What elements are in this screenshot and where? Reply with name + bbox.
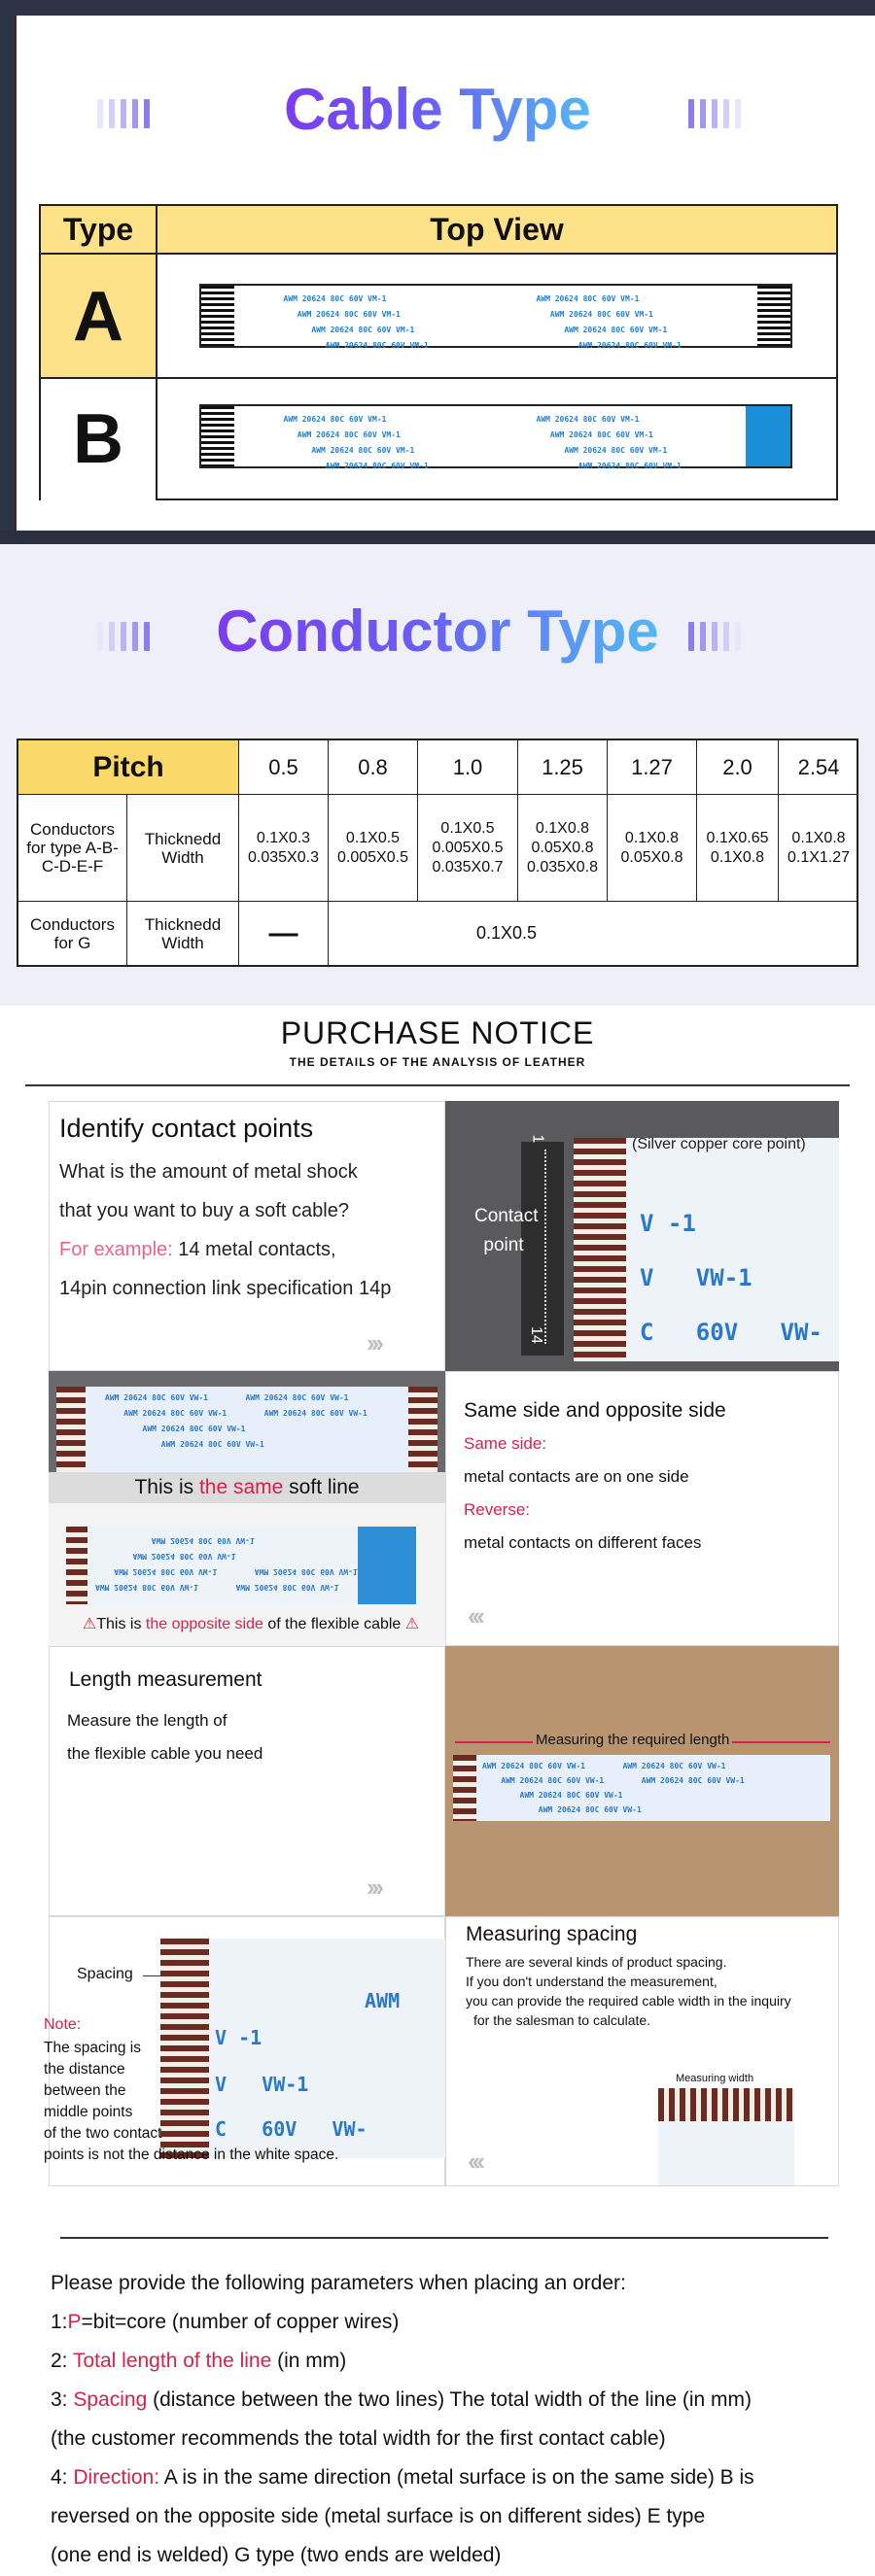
- row1-val-6-b: 0.1X1.27: [787, 848, 851, 866]
- cable-a-left-contacts: [201, 286, 234, 346]
- contact-num-14: 14: [527, 1326, 544, 1344]
- cable-b-top-view: [199, 404, 792, 468]
- spacing-note-label: Note:: [44, 2016, 82, 2033]
- same-caption-pre: This is: [134, 1476, 199, 1498]
- contact-dotline: [544, 1150, 546, 1344]
- row1-val-2-b: 0.005X0.5: [432, 839, 504, 856]
- pitch-1-25: 1.25: [518, 740, 608, 795]
- row2-dash: —: [239, 902, 329, 965]
- length-ribbon-print: AWM 20624 80C 60V VW-1 AWM 20624 80C 60V VW-1 AWM 20624 80C 60V VW-1 AWM 20624 80C 60V VW-1 AWM 20624 80C 60V VW-1 AWM 20624 80C 60V VW-1: [482, 1762, 745, 1814]
- same-caption-post: soft line: [283, 1476, 360, 1498]
- row1-val-1-b: 0.005X0.5: [337, 848, 408, 866]
- row1-val-3-a: 0.1X0.8: [535, 819, 590, 837]
- length-photo-panel: [445, 1646, 839, 1916]
- row1-val-1-a: 0.1X0.5: [345, 829, 401, 846]
- same-side-left-pins: [56, 1387, 86, 1474]
- note-line-4: middle points: [44, 2104, 133, 2120]
- row2-sub-text: Thicknedd Width: [144, 914, 222, 952]
- identify-panel: [49, 1101, 445, 1371]
- p1-post: =bit=core (number of copper wires): [81, 2311, 400, 2333]
- spacing-desc: [466, 1952, 835, 2030]
- row1-val-0-a: 0.1X0.3: [256, 829, 311, 846]
- identify-line1: What is the amount of metal shock: [59, 1161, 358, 1183]
- side-photo-panel: [49, 1371, 445, 1646]
- spacing-c60: C 60V VW-: [215, 2117, 368, 2141]
- reverse-label: Reverse:: [464, 1500, 531, 1519]
- spacing-desc-2: If you don't understand the measurement,: [466, 1974, 718, 1989]
- row2-label-text: Conductors for G: [30, 914, 115, 952]
- row1-val-3-c: 0.035X0.8: [527, 858, 598, 876]
- side-text-panel: [445, 1371, 839, 1646]
- opp-caption-red: the opposite side: [145, 1616, 263, 1632]
- pitch-0-8: 0.8: [329, 740, 418, 795]
- same-side-right-pins: [408, 1387, 438, 1474]
- cable-b-blue-stiffener: [746, 406, 790, 466]
- pitch-1-0: 1.0: [418, 740, 518, 795]
- width-label: Measuring width: [676, 2073, 754, 2084]
- row1-val-5-a: 0.1X0.65: [706, 829, 769, 846]
- contact-num-1: 1: [529, 1134, 546, 1144]
- warning-icon-left: ⚠: [82, 1616, 97, 1632]
- opposite-caption: [56, 1614, 445, 1633]
- identify-example: [59, 1230, 336, 1269]
- row2-label: [18, 902, 127, 965]
- type-label-a: A: [41, 255, 158, 377]
- row1-val-5: [697, 795, 779, 902]
- pitch-2-0: 2.0: [697, 740, 779, 795]
- row1-val-2: [418, 795, 518, 902]
- cable-b-print-left: AWM 20624 80C 60V VM-1 AWM 20624 80C 60V VM-1 AWM 20624 80C 60V VM-1 AWM 20624 80C 60V VM-1: [283, 415, 429, 470]
- note-line-1: The spacing is: [44, 2040, 141, 2056]
- cable-b-print-right: AWM 20624 80C 60V VM-1 AWM 20624 80C 60V VM-1 AWM 20624 80C 60V VM-1 AWM 20624 80C 60V VM-1: [536, 415, 682, 470]
- same-side-text: metal contacts are on one side: [464, 1467, 689, 1486]
- purchase-notice-title: PURCHASE NOTICE: [280, 1015, 595, 1050]
- purchase-notice-subtitle: THE DETAILS OF THE ANALYSIS OF LEATHER: [289, 1055, 586, 1069]
- length-line1: Measure the length of: [67, 1711, 228, 1730]
- pitch-2-54: 2.54: [779, 740, 858, 795]
- row1-label: [18, 795, 127, 902]
- note-line-3: between the: [44, 2082, 126, 2099]
- length-text-panel: [49, 1646, 445, 1916]
- spacing-label: Spacing: [77, 1966, 133, 1982]
- row1-val-2-c: 0.035X0.7: [432, 858, 504, 876]
- note-line-5: of the two contact: [44, 2125, 162, 2142]
- row1-sub: [127, 795, 239, 902]
- cable-type-table: [39, 204, 838, 500]
- same-side-caption: [49, 1472, 445, 1503]
- pitch-1-27: 1.27: [608, 740, 697, 795]
- title-decor-right-icon: [688, 99, 741, 128]
- reverse-text: metal contacts on different faces: [464, 1533, 702, 1552]
- p2-red: Total length of the line: [72, 2350, 272, 2372]
- row1-val-0: [239, 795, 329, 902]
- order-param-4: [51, 2458, 867, 2497]
- row1-val-2-a: 0.1X0.5: [440, 819, 495, 837]
- order-param-2: [51, 2342, 867, 2381]
- p4-post: A is in the same direction (metal surface is on the same side) B is: [159, 2466, 754, 2489]
- p2-post: (in mm): [271, 2350, 347, 2372]
- same-side-ribbon-print: AWM 20624 80C 60V VW-1 AWM 20624 80C 60V VW-1 AWM 20624 80C 60V VW-1 AWM 20624 80C 60V VW-1 AWM 20624 80C 60V VW-1 AWM 20624 80C 60V VW-1: [105, 1393, 368, 1449]
- identify-line2: that you want to buy a soft cable?: [59, 1200, 349, 1221]
- cable-type-title-word1: Cable: [284, 77, 443, 142]
- p2-pre: 2:: [51, 2350, 73, 2372]
- spacing-desc-3: you can provide the required cable width in the inquiry: [466, 1993, 791, 2009]
- order-param-3: [51, 2381, 867, 2420]
- opposite-blue-stiffener: [358, 1527, 416, 1604]
- row1-val-3: [518, 795, 608, 902]
- note-line-2: the distance: [44, 2061, 125, 2078]
- chevron-right-icon: ›››: [367, 1328, 380, 1357]
- row1-val-6-a: 0.1X0.8: [791, 829, 846, 846]
- row1-val-4-a: 0.1X0.8: [624, 829, 680, 846]
- order-divider: [60, 2237, 828, 2239]
- width-cable-body: [658, 2121, 794, 2185]
- cable-type-title: [0, 76, 875, 143]
- chevron-left-icon: ‹‹‹: [468, 1601, 481, 1631]
- row2-value: 0.1X0.5: [476, 923, 538, 943]
- width-pins: [658, 2088, 794, 2121]
- cable-type-row-a: [41, 255, 836, 379]
- same-side-ribbon: [86, 1387, 408, 1474]
- pitch-header: Pitch: [18, 740, 239, 795]
- order-param-4-cont1: reversed on the opposite side (metal surface is on different sides) E type: [51, 2505, 706, 2527]
- spacing-v1: V -1: [215, 2026, 262, 2049]
- row1-sub-text: Thicknedd Width: [144, 829, 222, 867]
- conductor-title-word1: Conductor: [216, 599, 511, 664]
- cable-a-print-left: AWM 20624 80C 60V VM-1 AWM 20624 80C 60V VM-1 AWM 20624 80C 60V VM-1 AWM 20624 80C 60V VM-1: [283, 294, 429, 350]
- row1-val-5-b: 0.1X0.8: [710, 848, 765, 866]
- type-label-b: B: [41, 379, 158, 500]
- contact-label: [474, 1206, 539, 1256]
- chevron-right-icon-2: ›››: [367, 1872, 380, 1902]
- opposite-ribbon-print: AWM 20624 80C 60V VW-1 AWM 20624 80C 60V VW-1 AWM 20624 80C 60V VW-1 AWM 20624 80C 60V VW-1 AWM 20624 80C 60V VW-1 AWM 20624 80C 60V VW-1: [95, 1536, 358, 1592]
- contact-print-vw: V VW-1: [640, 1264, 752, 1291]
- cable-a-print-right: AWM 20624 80C 60V VM-1 AWM 20624 80C 60V VM-1 AWM 20624 80C 60V VM-1 AWM 20624 80C 60V VM-1: [536, 294, 682, 350]
- warning-icon-right: ⚠: [404, 1616, 420, 1632]
- contact-label-word2: point: [483, 1235, 524, 1255]
- length-ribbon: [453, 1755, 830, 1821]
- conductor-title-word2: Type: [527, 599, 659, 664]
- spacing-heading: Measuring spacing: [466, 1923, 638, 1945]
- row1-val-1: [329, 795, 418, 902]
- contact-label-word1: Contact: [474, 1206, 539, 1226]
- length-heading: Length measurement: [69, 1668, 262, 1691]
- spacing-text-panel: [445, 1916, 839, 2186]
- spacing-photo-panel: [44, 1916, 445, 2186]
- side-heading: Same side and opposite side: [464, 1399, 726, 1422]
- identify-heading: Identify contact points: [59, 1114, 314, 1143]
- length-ribbon-pins: [453, 1755, 476, 1821]
- col-type-header: Type: [41, 206, 158, 253]
- spacing-pointer: [143, 1975, 160, 1976]
- order-param-1: [51, 2303, 867, 2342]
- cable-a-top-view: [199, 284, 792, 348]
- row1-val-6: [779, 795, 858, 902]
- cable-b-left-contacts: [201, 406, 234, 466]
- row2-sub: [127, 902, 239, 965]
- p3-red: Spacing: [73, 2388, 148, 2411]
- identify-example-text: 14 metal contacts,: [172, 1239, 336, 1260]
- contact-print-c60: C 60V VW-: [640, 1319, 822, 1346]
- col-top-view-header: Top View: [430, 212, 564, 247]
- same-side-photo: [49, 1371, 445, 1503]
- length-line2: the flexible cable you need: [67, 1744, 263, 1763]
- row1-label-text: Conductors for type A-B-C-D-E-F: [26, 820, 119, 876]
- same-side-label: Same side:: [464, 1434, 547, 1453]
- cable-type-title-word2: Type: [459, 77, 591, 142]
- p4-red: Direction:: [73, 2466, 160, 2489]
- cable-type-row-b: [41, 379, 836, 500]
- conductor-type-title: [0, 598, 875, 665]
- cable-type-bottom-band: [0, 531, 875, 544]
- cable-type-table-header: [41, 206, 836, 255]
- spacing-awm: AWM: [365, 1989, 401, 2012]
- conductor-table: [17, 738, 858, 967]
- row1-val-4-b: 0.05X0.8: [620, 848, 683, 866]
- opposite-side-photo: [66, 1527, 416, 1604]
- identify-example-label: For example:: [59, 1239, 173, 1260]
- opp-caption-post: of the flexible cable: [262, 1616, 402, 1632]
- contact-pins: [574, 1138, 626, 1361]
- row1-val-4: [608, 795, 697, 902]
- pitch-0-5: 0.5: [239, 740, 329, 795]
- cable-a-right-contacts: [757, 286, 790, 346]
- spacing-vw: V VW-1: [215, 2073, 309, 2096]
- p1-pre: 1:: [51, 2311, 68, 2333]
- p3-post: (distance between the two lines) The total width of the line (in mm): [147, 2388, 752, 2411]
- purchase-notice-divider: [25, 1084, 850, 1086]
- p4-pre: 4:: [51, 2466, 74, 2489]
- row1-val-3-b: 0.05X0.8: [531, 839, 594, 856]
- length-photo-caption: Measuring the required length: [533, 1732, 732, 1748]
- p1-red: P: [67, 2311, 82, 2333]
- opposite-left-pins: [66, 1527, 88, 1604]
- spacing-note-text: [44, 2038, 442, 2166]
- order-param-4-cont2: (one end is welded) G type (two ends are welded): [51, 2544, 502, 2566]
- order-param-3-cont: (the customer recommends the total width for the first contact cable): [51, 2427, 666, 2450]
- spacing-desc-1: There are several kinds of product spacing.: [466, 1954, 727, 1970]
- p3-pre: 3:: [51, 2388, 74, 2411]
- contact-photo-panel: [445, 1101, 839, 1371]
- opp-caption-pre: This is: [96, 1616, 146, 1632]
- chevron-left-icon-2: ‹‹‹: [468, 2147, 481, 2176]
- contact-silver-label: (Silver copper core point): [632, 1136, 806, 1152]
- identify-line4: 14pin connection link specification 14p: [59, 1278, 392, 1299]
- note-line-6: points is not the distance in the white space.: [44, 2147, 339, 2163]
- order-intro: Please provide the following parameters when placing an order:: [51, 2272, 626, 2294]
- conductor-decor-right-icon: [688, 622, 741, 651]
- spacing-desc-4: for the salesman to calculate.: [473, 2012, 651, 2028]
- contact-print-v1: V -1: [640, 1210, 696, 1237]
- same-caption-red: the same: [198, 1476, 284, 1498]
- row1-val-0-b: 0.035X0.3: [248, 848, 319, 866]
